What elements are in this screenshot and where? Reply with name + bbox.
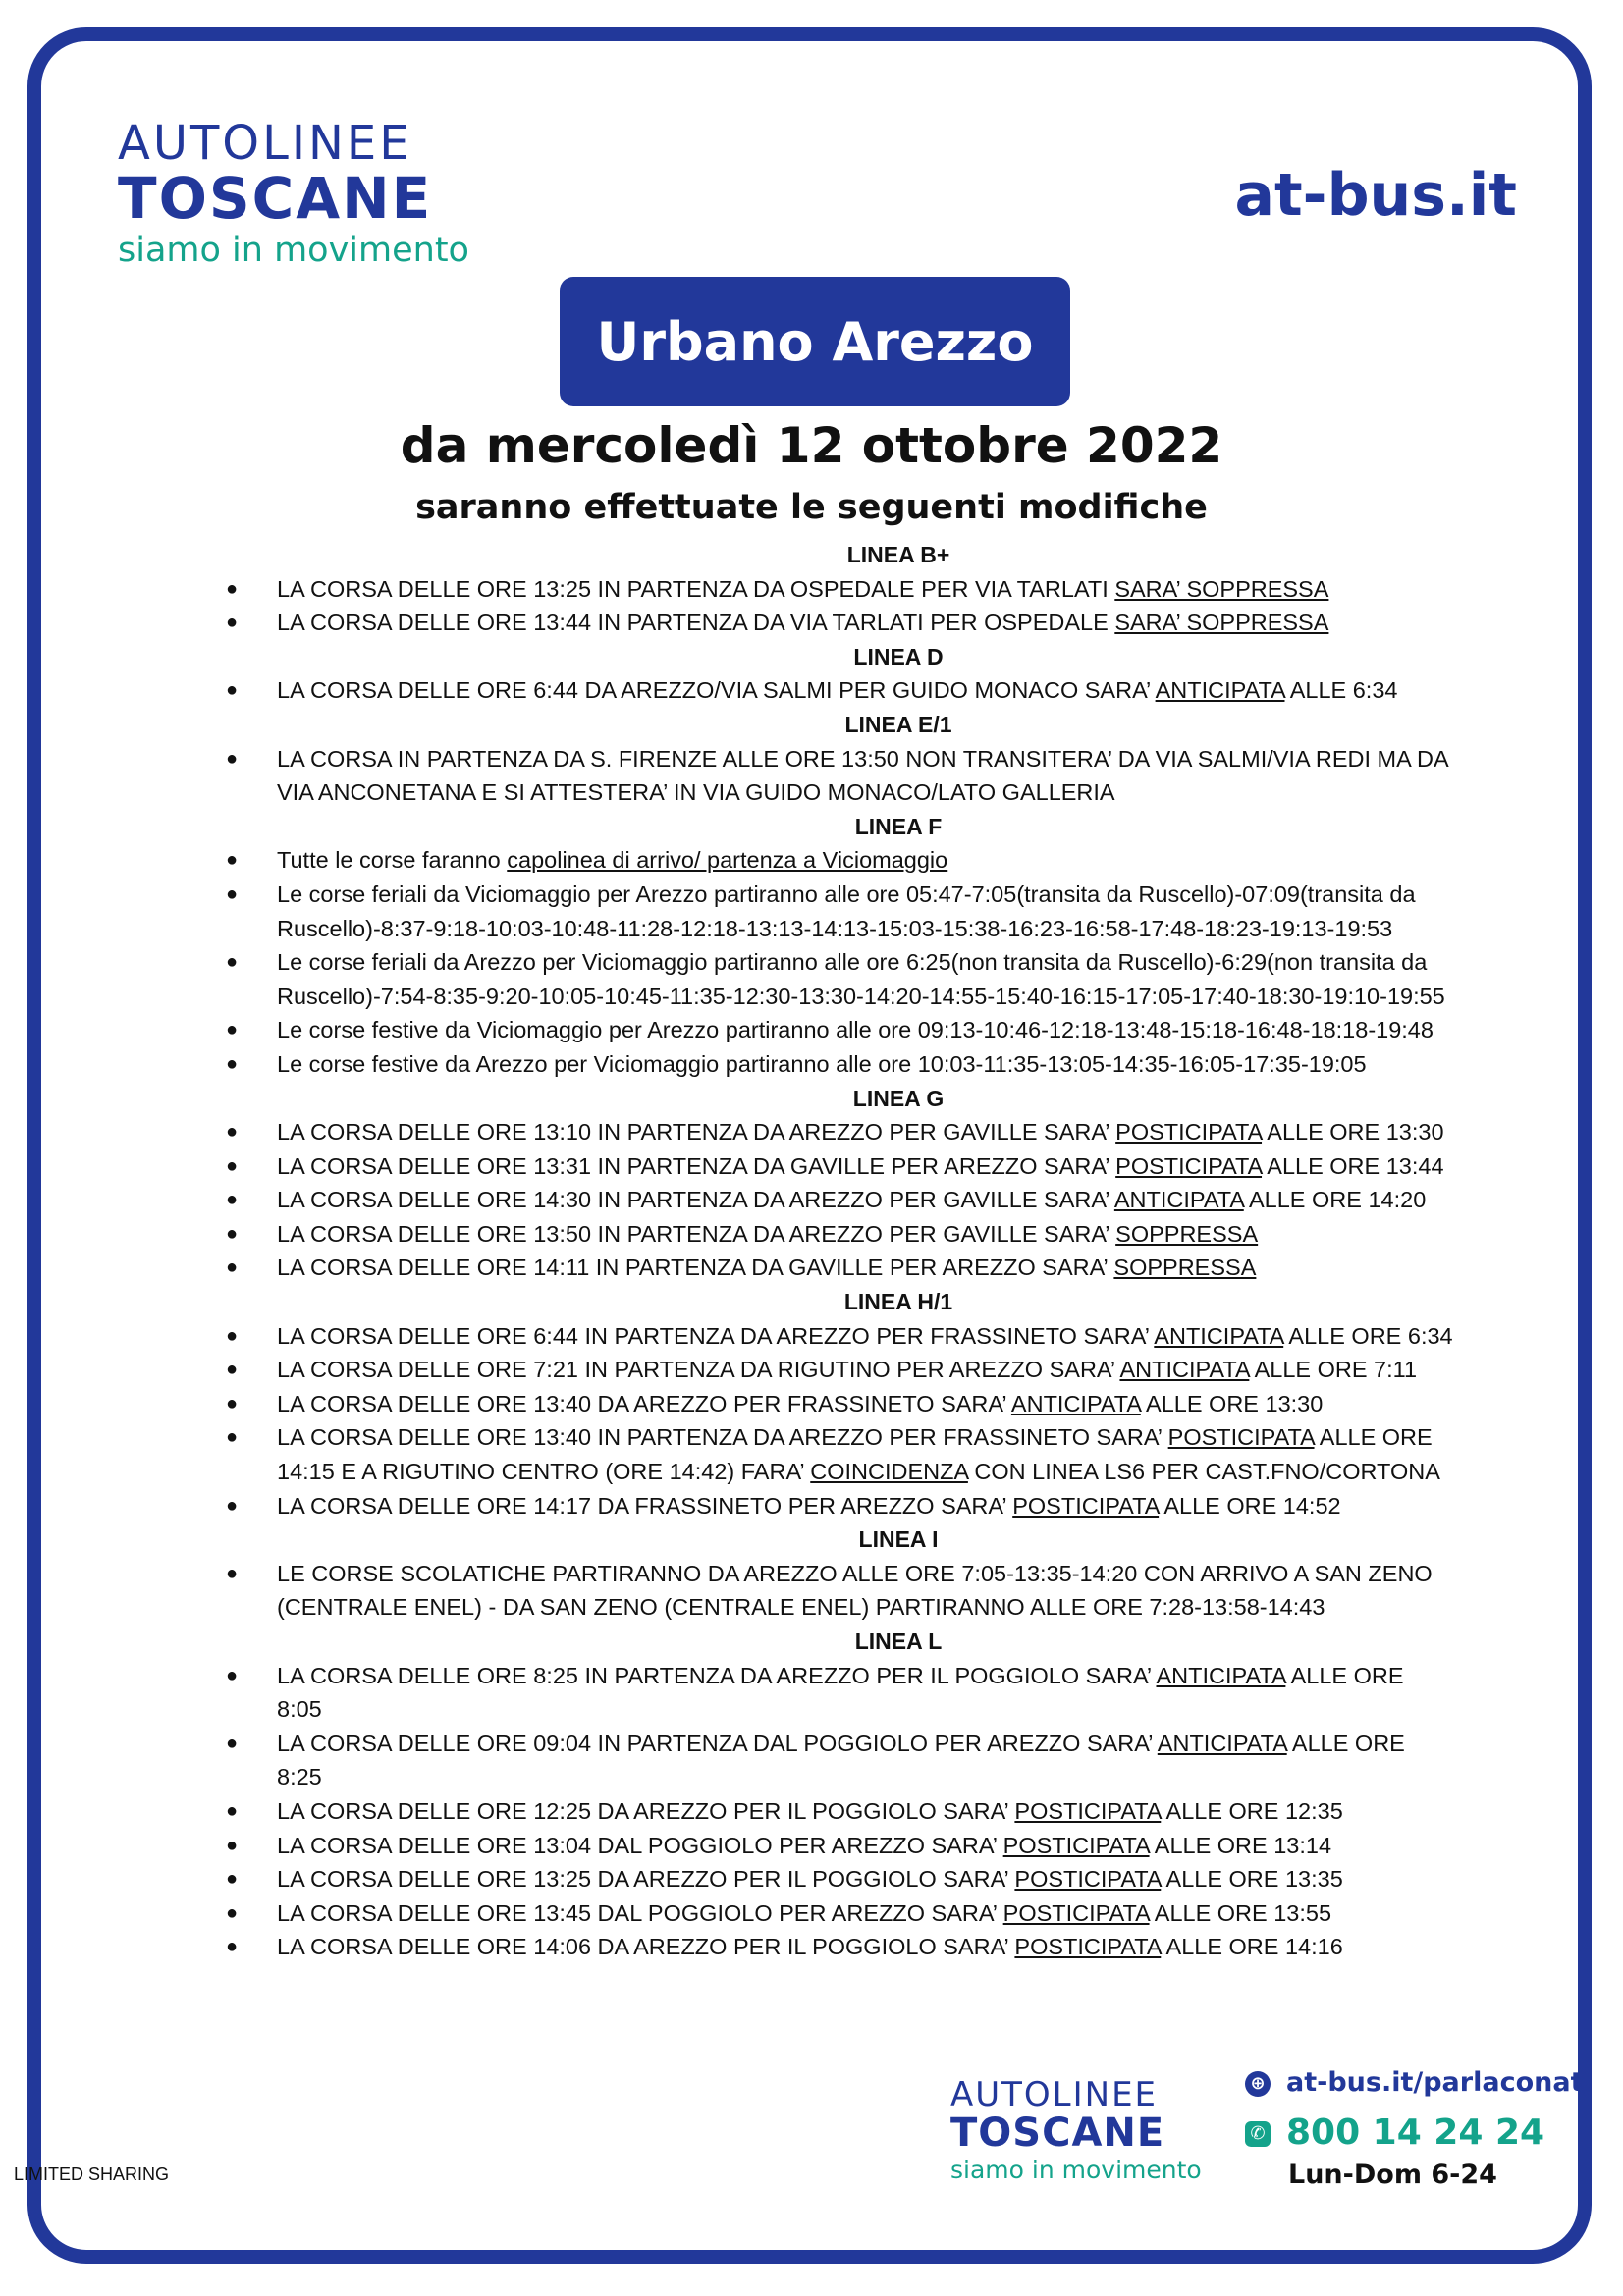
underlined-status: POSTICIPATA <box>1115 1119 1263 1146</box>
line-title: LINEA L <box>854 1629 943 1654</box>
item-text: ALLE ORE 14:16 <box>1161 1934 1343 1960</box>
item-text: Tutte le corse faranno <box>277 847 508 874</box>
bullet-icon: ● <box>226 1019 239 1041</box>
underlined-status: ANTICIPATA <box>1010 1390 1141 1416</box>
logo-tagline: siamo in movimento <box>118 231 469 270</box>
bullet-icon: ● <box>226 1834 239 1856</box>
list-item <box>226 606 1453 640</box>
item-text: LA CORSA DELLE ORE 13:25 DA AREZZO PER IL POGGIOLO SARA’ <box>277 1866 1015 1893</box>
autolinee-toscane-logo <box>118 118 469 273</box>
underlined-status: ANTICIPATA <box>1154 1322 1284 1349</box>
item-text: ALLE ORE 7:11 <box>1249 1357 1418 1383</box>
line-changes <box>226 843 1453 1081</box>
site-url[interactable]: at-bus.it <box>1234 161 1517 230</box>
list-item <box>226 1794 1453 1829</box>
item-text: ALLE ORE 14:15 E A RIGUTINO CENTRO (ORE 14:42) FARA’ <box>277 1424 1433 1485</box>
underlined-status: POSTICIPATA <box>1014 1866 1162 1893</box>
bullet-icon: ● <box>226 1901 239 1924</box>
logo-line2: TOSCANE <box>118 165 433 232</box>
logo-line1: AUTOLINEE <box>118 116 412 171</box>
changes-subheading: saranno effettuate le seguenti modifiche <box>415 488 1208 527</box>
underlined-status: COINCIDENZA <box>810 1459 968 1485</box>
bullet-icon: ● <box>226 577 239 600</box>
item-text: LA CORSA DELLE ORE 14:30 IN PARTENZA DA AREZZO PER GAVILLE SARA’ <box>277 1187 1114 1213</box>
item-text: LA CORSA DELLE ORE 14:11 IN PARTENZA DA GAVILLE PER AREZZO SARA’ <box>277 1255 1114 1281</box>
bullet-icon: ● <box>226 1121 239 1144</box>
line-title: LINEA I <box>858 1526 939 1553</box>
item-text: LA CORSA IN PARTENZA DA S. FIRENZE ALLE ORE 13:50 NON TRANSITERA’ DA VIA SALMI/VIA REDI MA DA VIA ANCONETANA E SI ATTESTERA’ IN VIA GUIDO MONACO/LATO GALLERIA <box>277 745 1448 806</box>
item-text: Le corse feriali da Viciomaggio per Arezzo partiranno alle ore 05:47-7:05(transita da Ruscello)-07:09(transita da Ruscello)-8:37-9:18-10:03-10:48-11:28-12:18-13:13-14:13-15:03-15:38-16:23-16:58-17:48-18:23-19:13-19:53 <box>277 881 1416 941</box>
list-item <box>226 1319 1453 1354</box>
item-text: LA CORSA DELLE ORE 14:06 DA AREZZO PER IL POGGIOLO SARA’ <box>277 1934 1015 1960</box>
underlined-status: capolinea di arrivo/ partenza a Viciomaggio <box>507 847 948 874</box>
underlined-status: ANTICIPATA <box>1119 1357 1250 1383</box>
underlined-status: SOPPRESSA <box>1115 1220 1259 1247</box>
list-item <box>226 1047 1453 1082</box>
bullet-icon: ● <box>226 1359 239 1381</box>
item-text: CON LINEA LS6 PER CAST.FNO/CORTONA <box>967 1459 1440 1485</box>
item-text: LE CORSE SCOLATICHE PARTIRANNO DA AREZZO ALLE ORE 7:05-13:35-14:20 CON ARRIVO A SAN ZENO (CENTRALE ENEL) - DA SAN ZENO (CENTRALE ENEL) PARTIRANNO ALLE ORE 7:28-13:58-14:43 <box>277 1560 1433 1621</box>
line-changes <box>226 1557 1453 1625</box>
underlined-status: POSTICIPATA <box>1115 1152 1263 1179</box>
line-changes <box>226 742 1453 810</box>
list-item <box>226 843 1453 878</box>
list-item <box>226 1420 1453 1488</box>
line-title: LINEA H/1 <box>843 1289 953 1315</box>
bullet-icon: ● <box>226 1732 239 1754</box>
list-item <box>226 1115 1453 1149</box>
item-text: LA CORSA DELLE ORE 14:17 DA FRASSINETO PER AREZZO SARA’ <box>277 1492 1013 1519</box>
bullet-icon: ● <box>226 747 239 770</box>
bullet-icon: ● <box>226 849 239 872</box>
underlined-status: ANTICIPATA <box>1157 1730 1287 1756</box>
underlined-status: POSTICIPATA <box>1014 1797 1162 1824</box>
list-item <box>226 1557 1453 1625</box>
list-item <box>226 742 1453 810</box>
bullet-icon: ● <box>226 951 239 974</box>
list-item <box>226 1930 1453 1964</box>
line-title: LINEA G <box>852 1085 945 1111</box>
list-item <box>226 1353 1453 1387</box>
line-title: LINEA F <box>854 813 943 839</box>
underlined-status: POSTICIPATA <box>1014 1934 1162 1960</box>
underlined-status: POSTICIPATA <box>1167 1424 1315 1451</box>
item-text: ALLE ORE 14:52 <box>1159 1492 1341 1519</box>
contact-web[interactable] <box>1245 2067 1583 2098</box>
bullet-icon: ● <box>226 1154 239 1177</box>
underlined-status: POSTICIPATA <box>1002 1899 1150 1926</box>
list-item <box>226 1896 1453 1931</box>
footer-logo-line2: TOSCANE <box>950 2110 1165 2156</box>
item-text: LA CORSA DELLE ORE 13:44 IN PARTENZA DA VIA TARLATI PER OSPEDALE <box>277 610 1115 636</box>
item-text: ALLE ORE 8:25 <box>277 1730 1405 1790</box>
item-text: LA CORSA DELLE ORE 13:31 IN PARTENZA DA GAVILLE PER AREZZO SARA’ <box>277 1152 1116 1179</box>
underlined-status: ANTICIPATA <box>1155 677 1285 704</box>
item-text: Le corse festive da Viciomaggio per Arezzo partiranno alle ore 09:13-10:46-12:18-13:48-15:18-16:48-18:18-19:48 <box>277 1017 1434 1043</box>
list-item <box>226 1829 1453 1863</box>
line-changes <box>226 572 1453 640</box>
list-item <box>226 1149 1453 1184</box>
item-text: ALLE ORE 13:14 <box>1149 1832 1332 1858</box>
item-text: ALLE ORE 8:05 <box>277 1662 1404 1723</box>
underlined-status: SARA’ SOPPRESSA <box>1114 610 1329 636</box>
bullet-icon: ● <box>226 1222 239 1245</box>
list-item <box>226 572 1453 607</box>
line-title: LINEA E/1 <box>844 711 952 737</box>
contact-phone-text: 800 14 24 24 <box>1286 2112 1545 2153</box>
underlined-status: SARA’ SOPPRESSA <box>1114 575 1329 602</box>
item-text: Le corse feriali da Arezzo per Viciomaggio partiranno alle ore 6:25(non transita da Ruscello)-6:29(non transita da Ruscello)-7:54-8:35-9:20-10:05-10:45-11:35-12:30-13:30-14:20-14:55-15:40-16:15-17:05-17:40-18:30-19:10-19:55 <box>277 949 1445 1009</box>
bullet-icon: ● <box>226 612 239 634</box>
list-item <box>226 1013 1453 1047</box>
line-title: LINEA B+ <box>846 542 950 567</box>
item-text: ALLE ORE 13:30 <box>1140 1390 1324 1416</box>
changes-list <box>226 538 1453 1964</box>
underlined-status: SOPPRESSA <box>1113 1255 1257 1281</box>
item-text: LA CORSA DELLE ORE 13:25 IN PARTENZA DA OSPEDALE PER VIA TARLATI <box>277 575 1115 602</box>
item-text: ALLE ORE 13:30 <box>1262 1119 1444 1146</box>
list-item <box>226 1862 1453 1896</box>
underlined-status: ANTICIPATA <box>1156 1662 1286 1688</box>
bullet-icon: ● <box>226 1256 239 1279</box>
item-text: LA CORSA DELLE ORE 13:10 IN PARTENZA DA AREZZO PER GAVILLE SARA’ <box>277 1119 1116 1146</box>
item-text: ALLE ORE 13:35 <box>1161 1866 1343 1893</box>
underlined-status: ANTICIPATA <box>1113 1187 1244 1213</box>
item-text: ALLE ORE 13:55 <box>1149 1899 1332 1926</box>
item-text: Le corse festive da Arezzo per Viciomaggio partiranno alle ore 10:03-11:35-13:05-14:35-16:05-17:35-19:05 <box>277 1050 1367 1077</box>
bullet-icon: ● <box>226 1664 239 1686</box>
item-text: LA CORSA DELLE ORE 8:25 IN PARTENZA DA AREZZO PER IL POGGIOLO SARA’ <box>277 1662 1157 1688</box>
bullet-icon: ● <box>226 882 239 905</box>
limited-sharing-note: LIMITED SHARING <box>14 2164 170 2184</box>
contact-web-text: at-bus.it/parlaconat <box>1286 2067 1584 2098</box>
list-item <box>226 945 1453 1013</box>
contact-hours: Lun-Dom 6-24 <box>1288 2160 1497 2190</box>
bullet-icon: ● <box>226 1868 239 1891</box>
item-text: LA CORSA DELLE ORE 13:50 IN PARTENZA DA AREZZO PER GAVILLE SARA’ <box>277 1220 1116 1247</box>
bullet-icon: ● <box>226 1324 239 1347</box>
item-text: ALLE ORE 13:44 <box>1262 1152 1444 1179</box>
underlined-status: POSTICIPATA <box>1012 1492 1160 1519</box>
list-item <box>226 1489 1453 1523</box>
effective-date-heading: da mercoledì 12 ottobre 2022 <box>400 417 1223 474</box>
list-item <box>226 1183 1453 1217</box>
item-text: ALLE ORE 12:35 <box>1161 1797 1343 1824</box>
bullet-icon: ● <box>226 1392 239 1415</box>
bullet-icon: ● <box>226 1189 239 1211</box>
item-text: ALLE ORE 6:34 <box>1283 1322 1453 1349</box>
list-item <box>226 1727 1453 1794</box>
list-item <box>226 1217 1453 1252</box>
contact-phone[interactable] <box>1245 2112 1544 2153</box>
list-item <box>226 1659 1453 1727</box>
item-text: LA CORSA DELLE ORE 12:25 DA AREZZO PER IL POGGIOLO SARA’ <box>277 1797 1015 1824</box>
bullet-icon: ● <box>226 1052 239 1075</box>
list-item <box>226 1251 1453 1285</box>
bullet-icon: ● <box>226 1936 239 1958</box>
item-text: LA CORSA DELLE ORE 13:40 IN PARTENZA DA AREZZO PER FRASSINETO SARA’ <box>277 1424 1168 1451</box>
autolinee-toscane-footer-logo <box>950 2077 1202 2187</box>
item-text: LA CORSA DELLE ORE 09:04 IN PARTENZA DAL POGGIOLO PER AREZZO SARA’ <box>277 1730 1158 1756</box>
list-item <box>226 673 1453 708</box>
item-text: ALLE ORE 14:20 <box>1243 1187 1427 1213</box>
list-item <box>226 1387 1453 1421</box>
footer-logo-line1: AUTOLINEE <box>950 2075 1159 2114</box>
item-text: LA CORSA DELLE ORE 6:44 IN PARTENZA DA AREZZO PER FRASSINETO SARA’ <box>277 1322 1155 1349</box>
line-title: LINEA D <box>853 643 944 669</box>
item-text: LA CORSA DELLE ORE 13:45 DAL POGGIOLO PER AREZZO SARA’ <box>277 1899 1003 1926</box>
bullet-icon: ● <box>226 1562 239 1584</box>
list-item <box>226 878 1453 945</box>
line-changes <box>226 1659 1453 1964</box>
underlined-status: POSTICIPATA <box>1002 1832 1150 1858</box>
line-changes <box>226 1319 1453 1523</box>
bullet-icon: ● <box>226 1799 239 1822</box>
item-text: LA CORSA DELLE ORE 13:04 DAL POGGIOLO PER AREZZO SARA’ <box>277 1832 1003 1858</box>
item-text: ALLE 6:34 <box>1284 677 1398 704</box>
bullet-icon: ● <box>226 679 239 702</box>
item-text: LA CORSA DELLE ORE 13:40 DA AREZZO PER FRASSINETO SARA’ <box>277 1390 1011 1416</box>
line-changes <box>226 673 1453 708</box>
phone-icon: ✆ <box>1245 2121 1271 2147</box>
globe-icon: ⊕ <box>1245 2071 1271 2097</box>
line-changes <box>226 1115 1453 1285</box>
service-badge: Urbano Arezzo <box>560 277 1070 406</box>
item-text: LA CORSA DELLE ORE 7:21 IN PARTENZA DA RIGUTINO PER AREZZO SARA’ <box>277 1357 1120 1383</box>
bullet-icon: ● <box>226 1426 239 1449</box>
item-text: LA CORSA DELLE ORE 6:44 DA AREZZO/VIA SALMI PER GUIDO MONACO SARA’ <box>277 677 1156 704</box>
footer-logo-tagline: siamo in movimento <box>950 2156 1202 2184</box>
bullet-icon: ● <box>226 1494 239 1517</box>
